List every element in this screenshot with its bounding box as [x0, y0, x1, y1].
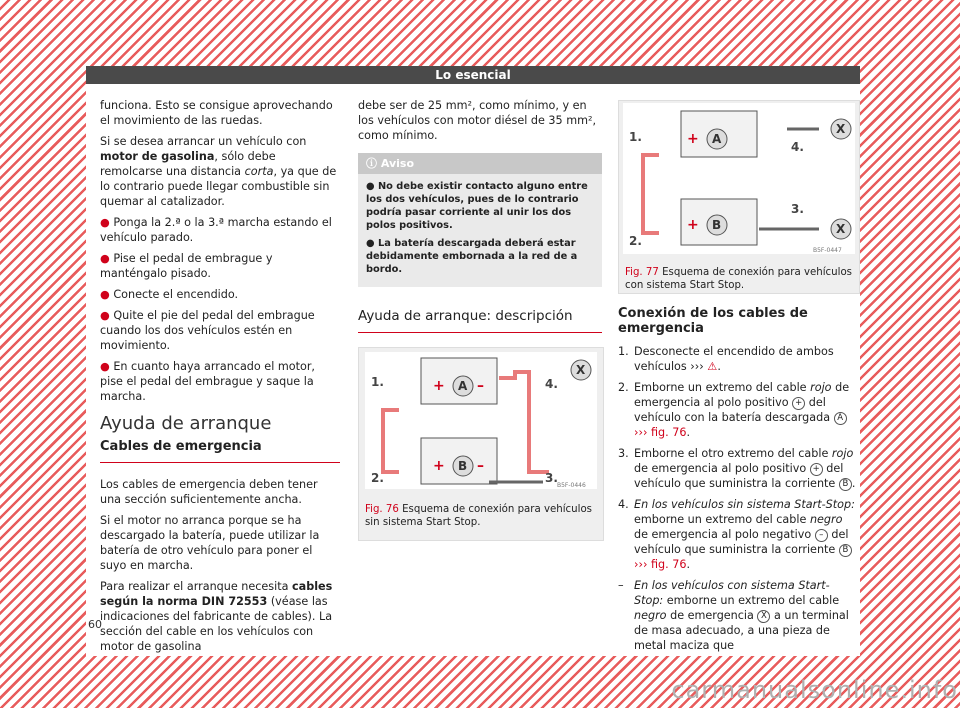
- list-item: ● En cuanto haya arrancado el motor, pise el pedal del embrague y saque la marcha.: [100, 360, 315, 403]
- subsection-title: Cables de emergencia: [100, 439, 340, 463]
- column-1: [100, 98, 340, 660]
- list-item: ● Pise el pedal de embrague y manténgalo pisado.: [100, 252, 273, 280]
- step-label: 3.: [545, 471, 558, 485]
- column-2: [358, 98, 602, 541]
- paragraph: funciona. Esto se consigue aprovechando el movimiento de las ruedas.: [100, 99, 333, 127]
- paragraph: Para realizar el arranque necesita cables según la norma DIN 72553 (véase las indicaciones del fabricante de cables). La sección del cable en los vehículos con motor de gasolina: [100, 580, 333, 653]
- battery-b-label: B: [458, 459, 468, 473]
- figure-77: [618, 100, 860, 294]
- step-label: 1.: [629, 130, 642, 144]
- step-label: 1.: [371, 375, 384, 389]
- step: 3. Emborne el otro extremo del cable rojo de emergencia al polo positivo + del vehículo que suministra la corriente B .: [618, 447, 856, 490]
- plus-label: +: [687, 131, 699, 147]
- paragraph: Si se desea arrancar un vehículo con motor de gasolina, sólo debe remolcarse una distancia corta, ya que de lo contrario puede llegar combustible sin quemar al catalizador.: [100, 135, 337, 208]
- step-label: 2.: [371, 471, 384, 485]
- step-label: 4.: [545, 377, 558, 391]
- minus-label: –: [477, 378, 484, 394]
- plus-label: +: [433, 458, 445, 474]
- page-number: 60: [88, 618, 102, 631]
- info-icon: ⓘ: [366, 157, 377, 170]
- section-title: Ayuda de arranque: [100, 413, 272, 434]
- list-item: ● Quite el pie del pedal del embrague cuando los dos vehículos estén en movimiento.: [100, 309, 315, 352]
- step: 4. En los vehículos sin sistema Start-Stop: emborne un extremo del cable negro de emergencia al polo negativo – del vehículo que suministra la corriente B ››› fig. 76.: [618, 498, 855, 571]
- figure-caption: Fig. 76 Esquema de conexión para vehículos sin sistema Start Stop.: [365, 504, 592, 528]
- jump-start-diagram: [359, 348, 603, 493]
- figure-76: [358, 347, 604, 541]
- step-label: 3.: [791, 202, 804, 216]
- paragraph: Los cables de emergencia deben tener una sección suficientemente ancha.: [100, 478, 318, 506]
- battery-a-label: A: [712, 132, 722, 146]
- list-item: ● Conecte el encendido.: [100, 288, 239, 301]
- list-item: ● Ponga la 2.ª o la 3.ª marcha estando el vehículo parado.: [100, 216, 332, 244]
- step-label: 4.: [791, 140, 804, 154]
- notice-header: ⓘ Aviso: [358, 153, 602, 174]
- page-header: Lo esencial: [86, 66, 860, 84]
- warning-icon: ⚠: [707, 360, 718, 373]
- column-3: [618, 100, 858, 659]
- step: 1. Desconecte el encendido de ambos vehículos ››› ⚠.: [618, 345, 834, 373]
- paragraph: Si el motor no arranca porque se ha descargado la batería, puede utilizar la batería de otro vehículo para poner el suyo en marcha.: [100, 514, 320, 572]
- step: 2. Emborne un extremo del cable rojo de emergencia al polo positivo + del vehículo con la batería descargada A ››› fig. 76.: [618, 381, 850, 439]
- minus-label: –: [477, 458, 484, 474]
- steps-list: [618, 344, 858, 653]
- figure-caption: Fig. 77 Esquema de conexión para vehículos con sistema Start Stop.: [625, 267, 852, 291]
- figure-code: B5F-0446: [557, 482, 586, 489]
- notice-item: ● La batería descargada deberá estar debidamente embornada a la red de a bordo.: [366, 238, 578, 275]
- figure-code: B5F-0447: [813, 247, 842, 254]
- plus-label: +: [687, 217, 699, 233]
- notice-box: [358, 153, 602, 287]
- ground-label: X: [576, 363, 586, 377]
- notice-item: ● No debe existir contacto alguno entre los dos vehículos, pues de lo contrario podría pasar corriente al unir los dos polos positivos.: [366, 181, 588, 231]
- section-title: Ayuda de arranque: descripción: [358, 309, 602, 333]
- plus-label: +: [433, 378, 445, 394]
- jump-start-diagram-start-stop: [619, 101, 859, 256]
- paragraph: debe ser de 25 mm², como mínimo, y en los vehículos con motor diésel de 35 mm², como mínimo.: [358, 99, 597, 142]
- step-label: 2.: [629, 234, 642, 248]
- ground-label: X: [836, 222, 846, 236]
- watermark: carmanualsonline.info: [671, 676, 958, 704]
- battery-b-label: B: [712, 218, 722, 232]
- ground-label: X: [836, 122, 846, 136]
- battery-a-label: A: [458, 379, 468, 393]
- step: – En los vehículos con sistema Start-Stop: emborne un extremo del cable negro de emergencia X a un terminal de masa adecuado, a una pieza de metal maciza que: [618, 579, 849, 652]
- section-title: Conexión de los cables de emergencia: [618, 306, 808, 336]
- notice-body: [358, 174, 602, 287]
